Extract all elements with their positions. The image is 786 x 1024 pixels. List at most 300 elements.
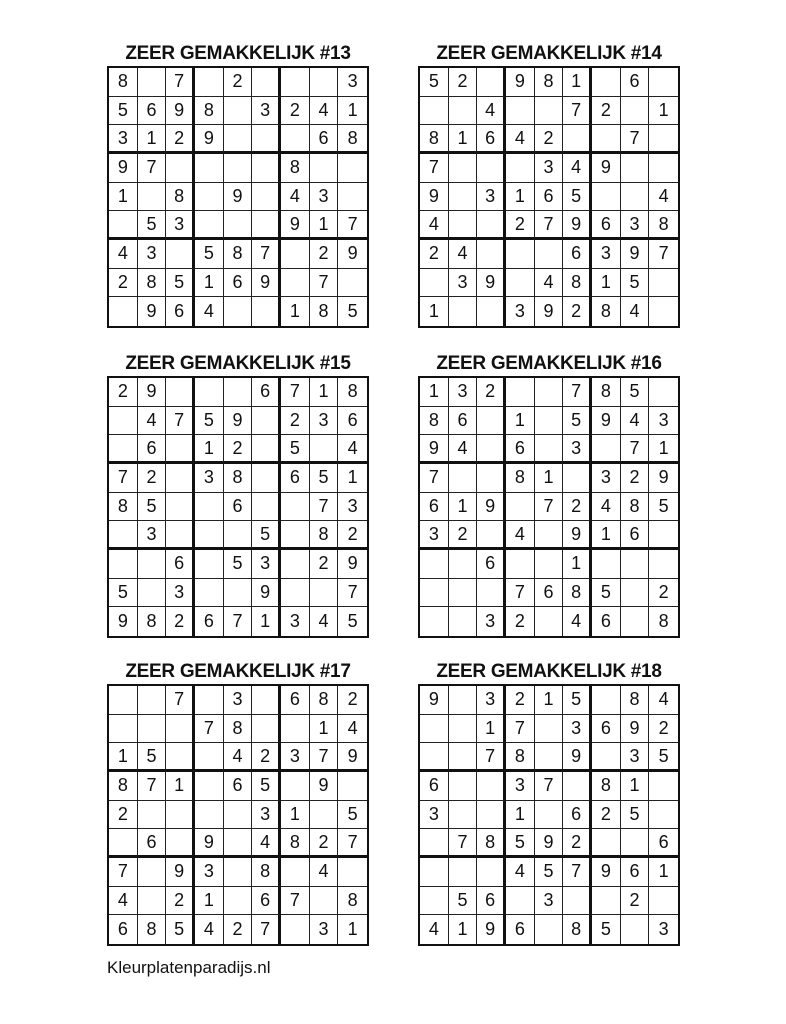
grid-cell: 3 [420,801,449,830]
grid-cell: 1 [535,686,564,715]
grid-cell [310,154,339,183]
grid-cell: 4 [195,915,224,944]
grid-cell [195,211,224,240]
grid-cell [535,743,564,772]
grid-cell [449,154,478,183]
grid-cell: 3 [621,211,650,240]
grid-cell: 3 [138,521,167,550]
grid-cell: 5 [224,550,253,579]
grid-cell: 7 [563,858,592,887]
grid-cell: 2 [592,97,621,126]
grid-cell [310,435,339,464]
grid-cell [535,240,564,269]
grid-cell: 8 [592,297,621,326]
grid-cell: 5 [420,68,449,97]
grid-cell: 9 [592,407,621,436]
grid-cell: 8 [621,686,650,715]
grid-cell: 7 [563,378,592,407]
grid-cell [649,772,678,801]
grid-cell: 2 [138,464,167,493]
grid-cell: 8 [420,125,449,154]
grid-cell: 3 [658,919,669,940]
grid-cell: 5 [649,493,678,522]
grid-cell [621,915,650,944]
grid-cell [252,183,281,212]
grid-cell: 6 [420,772,449,801]
grid-cell: 9 [420,435,449,464]
grid-cell [252,493,281,522]
grid-cell [621,829,650,858]
grid-cell: 5 [506,829,535,858]
grid-cell: 9 [338,240,367,269]
grid-cell: 8 [224,240,253,269]
grid-cell [649,269,678,298]
grid-cell [166,521,195,550]
grid-cell: 1 [563,550,592,579]
grid-cell [166,464,195,493]
grid-cell: 9 [535,297,564,326]
grid-cell [506,97,535,126]
grid-cell [195,686,224,715]
grid-cell [281,521,310,550]
grid-cell: 9 [477,493,506,522]
grid-cell [649,887,678,916]
grid-cell: 1 [109,183,138,212]
grid-cell: 3 [563,435,592,464]
grid-cell: 7 [563,97,592,126]
grid-cell [281,269,310,298]
grid-cell [166,435,195,464]
grid-cell: 1 [166,772,195,801]
grid-cell: 7 [166,686,195,715]
grid-cell: 4 [109,887,138,916]
grid-cell: 6 [138,435,167,464]
grid-cell: 5 [138,743,167,772]
grid-cell: 4 [310,97,339,126]
grid-cell [592,743,621,772]
grid-cell: 2 [310,550,339,579]
grid-cell: 8 [338,378,367,407]
grid-cell: 6 [224,772,253,801]
grid-cell [449,550,478,579]
grid-cell: 4 [592,493,621,522]
grid-cell: 6 [138,97,167,126]
grid-cell: 7 [252,915,281,944]
grid-cell: 7 [281,378,310,407]
grid-cell: 7 [420,464,449,493]
grid-cell [535,97,564,126]
grid-cell: 5 [310,464,339,493]
grid-cell: 1 [195,269,224,298]
grid-cell [535,550,564,579]
grid-cell: 3 [310,183,339,212]
grid-cell: 8 [138,607,167,636]
grid-cell [563,464,592,493]
grid-cell [535,607,564,636]
sudoku-grid [107,66,369,328]
grid-cell: 7 [138,154,167,183]
grid-cell: 1 [506,183,535,212]
grid-cell: 7 [535,211,564,240]
grid-cell: 8 [109,68,138,97]
grid-cell: 1 [310,378,339,407]
grid-cell [592,68,621,97]
grid-cell: 6 [506,915,535,944]
grid-cell: 4 [649,183,678,212]
grid-cell: 7 [621,435,650,464]
grid-cell [310,68,339,97]
grid-cell: 6 [310,125,339,154]
grid-cell: 9 [338,743,367,772]
grid-cell: 4 [310,607,339,636]
grid-cell: 7 [535,772,564,801]
grid-cell: 6 [252,887,281,916]
grid-cell: 6 [535,579,564,608]
grid-cell: 1 [138,125,167,154]
grid-cell [506,154,535,183]
grid-cell [420,858,449,887]
grid-cell: 7 [224,607,253,636]
grid-cell: 9 [109,607,138,636]
puzzle-title: ZEER GEMAKKELIJK #16 [436,353,662,374]
grid-cell [195,378,224,407]
grid-cell [281,550,310,579]
grid-cell: 5 [592,579,621,608]
grid-cell [138,887,167,916]
grid-cell [535,407,564,436]
grid-cell [477,68,506,97]
grid-cell: 8 [535,68,564,97]
grid-cell: 6 [252,378,281,407]
grid-cell: 7 [109,858,138,887]
grid-cell [252,154,281,183]
grid-cell [138,858,167,887]
grid-cell: 3 [563,715,592,744]
grid-cell: 7 [310,493,339,522]
grid-cell [449,743,478,772]
grid-cell: 8 [310,686,339,715]
grid-cell: 7 [310,743,339,772]
grid-cell: 2 [281,407,310,436]
grid-cell [506,550,535,579]
grid-cell [252,407,281,436]
grid-cell: 6 [420,493,449,522]
grid-cell [477,579,506,608]
grid-cell: 3 [281,743,310,772]
grid-cell: 4 [449,240,478,269]
grid-cell: 5 [621,801,650,830]
grid-cell: 1 [252,607,281,636]
grid-cell: 3 [506,772,535,801]
grid-cell [166,240,195,269]
grid-cell [592,183,621,212]
grid-cell: 6 [109,915,138,944]
grid-cell: 5 [281,435,310,464]
grid-cell: 2 [535,125,564,154]
grid-cell: 1 [649,435,678,464]
grid-cell: 6 [535,183,564,212]
grid-cell [281,715,310,744]
grid-cell [449,297,478,326]
grid-cell [420,829,449,858]
grid-cell: 3 [338,68,367,97]
grid-cell [109,297,138,326]
grid-cell [109,715,138,744]
grid-cell: 8 [592,772,621,801]
sudoku-grid [418,376,680,638]
grid-cell: 1 [109,743,138,772]
grid-cell [649,521,678,550]
grid-cell [138,801,167,830]
grid-cell [138,183,167,212]
grid-cell [195,579,224,608]
grid-cell: 8 [138,915,167,944]
grid-cell: 5 [535,858,564,887]
grid-cell: 1 [592,521,621,550]
grid-cell: 2 [224,68,253,97]
grid-cell: 5 [138,493,167,522]
grid-cell [535,435,564,464]
grid-cell: 6 [195,607,224,636]
grid-cell [281,772,310,801]
grid-cell [449,715,478,744]
grid-cell: 1 [281,801,310,830]
grid-cell [535,915,564,944]
grid-cell [621,607,650,636]
grid-cell: 7 [195,715,224,744]
grid-cell: 1 [310,715,339,744]
grid-cell: 9 [506,68,535,97]
grid-cell [310,579,339,608]
grid-cell [621,183,650,212]
grid-cell [477,858,506,887]
grid-cell: 3 [506,297,535,326]
grid-cell: 3 [109,125,138,154]
grid-cell: 5 [252,521,281,550]
grid-cell: 3 [621,743,650,772]
grid-cell [477,464,506,493]
grid-cell [621,550,650,579]
grid-cell: 2 [166,607,195,636]
grid-cell: 8 [563,915,592,944]
grid-cell: 4 [310,858,339,887]
grid-cell: 3 [310,915,339,944]
grid-cell [621,579,650,608]
grid-cell [420,743,449,772]
grid-cell: 2 [506,686,535,715]
grid-cell [138,715,167,744]
grid-cell [477,801,506,830]
grid-cell: 8 [109,493,138,522]
grid-cell [195,183,224,212]
grid-cell: 5 [195,240,224,269]
grid-cell: 9 [621,240,650,269]
grid-cell [592,125,621,154]
grid-cell [224,154,253,183]
grid-cell: 9 [420,686,449,715]
grid-cell [109,407,138,436]
grid-cell [224,378,253,407]
grid-cell: 5 [347,611,358,632]
grid-cell [224,829,253,858]
grid-cell [477,297,506,326]
grid-cell: 1 [535,464,564,493]
grid-cell [195,550,224,579]
grid-cell: 9 [338,550,367,579]
grid-cell: 7 [506,715,535,744]
grid-cell [649,125,678,154]
grid-cell: 6 [621,858,650,887]
grid-cell: 1 [592,269,621,298]
grid-cell: 7 [166,68,195,97]
grid-cell: 4 [621,297,650,326]
grid-cell [252,464,281,493]
grid-cell: 3 [420,521,449,550]
grid-cell: 4 [621,407,650,436]
grid-cell: 9 [166,97,195,126]
grid-cell: 3 [535,154,564,183]
grid-cell [109,829,138,858]
sudoku-grid [418,684,680,946]
grid-cell [592,550,621,579]
grid-cell: 9 [310,772,339,801]
grid-cell: 2 [649,715,678,744]
grid-cell [338,183,367,212]
grid-cell [621,97,650,126]
grid-cell: 6 [224,269,253,298]
grid-cell: 3 [252,801,281,830]
grid-cell: 6 [338,407,367,436]
grid-cell [506,269,535,298]
puzzle-title: ZEER GEMAKKELIJK #15 [125,353,351,374]
grid-cell [310,801,339,830]
grid-cell: 8 [658,611,669,632]
grid-cell: 8 [310,521,339,550]
grid-cell: 8 [506,743,535,772]
grid-cell: 2 [109,801,138,830]
grid-cell: 3 [477,686,506,715]
grid-cell: 1 [195,435,224,464]
grid-cell: 7 [310,269,339,298]
grid-cell: 3 [535,887,564,916]
grid-cell [449,772,478,801]
grid-cell: 4 [506,858,535,887]
grid-cell [109,211,138,240]
grid-cell [224,579,253,608]
grid-cell: 8 [563,579,592,608]
grid-cell [535,521,564,550]
grid-cell: 3 [338,493,367,522]
grid-cell: 4 [195,297,224,326]
grid-cell: 9 [252,579,281,608]
grid-cell: 1 [506,801,535,830]
grid-cell [535,715,564,744]
grid-cell: 3 [281,607,310,636]
grid-cell: 6 [449,407,478,436]
grid-cell [649,550,678,579]
grid-cell [166,829,195,858]
grid-cell: 5 [563,407,592,436]
grid-cell: 6 [224,493,253,522]
grid-cell [338,772,367,801]
grid-cell: 7 [252,240,281,269]
grid-cell: 1 [506,407,535,436]
grid-cell: 3 [592,464,621,493]
grid-cell: 2 [420,240,449,269]
grid-cell: 5 [195,407,224,436]
grid-cell: 2 [649,579,678,608]
grid-cell: 4 [506,125,535,154]
grid-cell: 2 [506,607,535,636]
grid-cell: 4 [224,743,253,772]
grid-cell: 9 [224,183,253,212]
grid-cell: 3 [449,269,478,298]
grid-cell: 6 [138,829,167,858]
grid-cell: 7 [535,493,564,522]
grid-cell [224,521,253,550]
grid-cell [138,550,167,579]
grid-cell [420,607,449,636]
grid-cell: 6 [563,801,592,830]
grid-cell: 2 [506,211,535,240]
grid-cell: 7 [166,407,195,436]
grid-cell: 1 [310,211,339,240]
grid-cell [195,743,224,772]
grid-cell [535,378,564,407]
grid-cell [252,211,281,240]
grid-cell: 1 [449,493,478,522]
grid-cell: 9 [592,858,621,887]
grid-cell: 9 [535,829,564,858]
grid-cell: 8 [649,211,678,240]
grid-cell: 9 [224,407,253,436]
grid-cell [252,686,281,715]
grid-cell [224,858,253,887]
grid-cell: 8 [138,269,167,298]
grid-cell: 8 [310,297,339,326]
grid-cell: 4 [449,435,478,464]
grid-cell: 2 [224,435,253,464]
grid-cell [338,269,367,298]
grid-cell: 7 [477,743,506,772]
grid-cell [477,154,506,183]
grid-cell: 3 [592,240,621,269]
grid-cell: 7 [506,579,535,608]
grid-cell: 9 [477,269,506,298]
grid-cell: 3 [477,607,506,636]
grid-cell: 2 [449,521,478,550]
grid-cell: 2 [224,915,253,944]
site-credit: Kleurplatenparadijs.nl [107,958,271,977]
grid-cell [109,550,138,579]
grid-cell [449,858,478,887]
grid-cell: 1 [281,297,310,326]
grid-cell [506,240,535,269]
grid-cell: 1 [195,887,224,916]
grid-cell: 1 [649,97,678,126]
grid-cell: 4 [506,521,535,550]
grid-cell [138,68,167,97]
grid-cell: 2 [621,464,650,493]
grid-cell: 1 [449,125,478,154]
grid-cell [592,686,621,715]
grid-cell: 2 [563,493,592,522]
puzzle-title: ZEER GEMAKKELIJK #17 [125,661,351,682]
grid-cell: 2 [109,378,138,407]
grid-cell [449,801,478,830]
grid-cell [252,435,281,464]
grid-cell: 9 [195,125,224,154]
